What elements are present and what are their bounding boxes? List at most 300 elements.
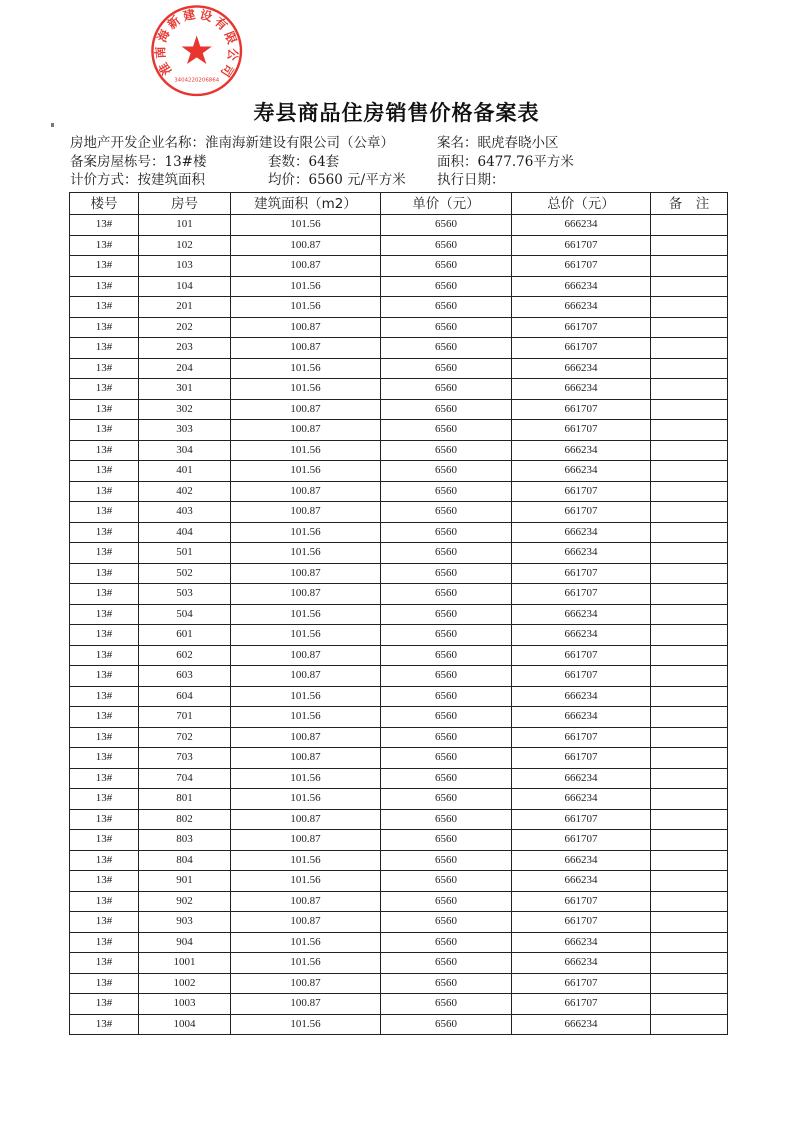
- effective-date-label: 执行日期：: [437, 172, 505, 188]
- cell-room-no: 204: [139, 358, 231, 379]
- page-title: 寿县商品住房销售价格备案表: [253, 101, 540, 125]
- cell-unit-price: 6560: [381, 809, 512, 830]
- cell-room-no: 101: [139, 215, 231, 236]
- cell-floor-area: 100.87: [231, 830, 381, 851]
- cell-total-price: 666234: [512, 379, 651, 400]
- cell-room-no: 102: [139, 235, 231, 256]
- table-row: [70, 440, 728, 461]
- cell-room-no: 603: [139, 666, 231, 687]
- pricing-label: 计价方式：: [70, 172, 138, 188]
- cell-remarks: [651, 522, 728, 543]
- cell-total-price: 666234: [512, 707, 651, 728]
- cell-total-price: 661707: [512, 748, 651, 769]
- cell-room-no: 704: [139, 768, 231, 789]
- table-row: [70, 379, 728, 400]
- cell-building-no: 13#: [70, 789, 139, 810]
- cell-building-no: 13#: [70, 748, 139, 769]
- cell-unit-price: 6560: [381, 215, 512, 236]
- table-row: [70, 235, 728, 256]
- cell-floor-area: 101.56: [231, 440, 381, 461]
- cell-floor-area: 101.56: [231, 871, 381, 892]
- project-label: 案名：: [437, 135, 478, 151]
- cell-remarks: [651, 563, 728, 584]
- table-row: [70, 276, 728, 297]
- table-row: [70, 256, 728, 277]
- cell-room-no: 601: [139, 625, 231, 646]
- cell-remarks: [651, 932, 728, 953]
- table-row: [70, 420, 728, 441]
- cell-remarks: [651, 420, 728, 441]
- svg-text:公: 公: [225, 47, 241, 62]
- header-building-no: 楼号: [70, 193, 139, 215]
- project-value: 眠虎春晓小区: [477, 135, 559, 151]
- cell-total-price: 666234: [512, 789, 651, 810]
- cell-total-price: 661707: [512, 256, 651, 277]
- cell-room-no: 904: [139, 932, 231, 953]
- cell-room-no: 303: [139, 420, 231, 441]
- cell-unit-price: 6560: [381, 604, 512, 625]
- cell-unit-price: 6560: [381, 830, 512, 851]
- cell-building-no: 13#: [70, 871, 139, 892]
- price-table: [69, 192, 728, 1035]
- cell-floor-area: 100.87: [231, 481, 381, 502]
- cell-total-price: 666234: [512, 543, 651, 564]
- cell-floor-area: 101.56: [231, 461, 381, 482]
- cell-remarks: [651, 973, 728, 994]
- cell-room-no: 103: [139, 256, 231, 277]
- cell-floor-area: 100.87: [231, 502, 381, 523]
- table-body: [70, 215, 728, 1035]
- cell-remarks: [651, 379, 728, 400]
- table-row: [70, 830, 728, 851]
- cell-room-no: 202: [139, 317, 231, 338]
- cell-remarks: [651, 830, 728, 851]
- cell-unit-price: 6560: [381, 850, 512, 871]
- cell-room-no: 1004: [139, 1014, 231, 1035]
- cell-total-price: 661707: [512, 399, 651, 420]
- cell-total-price: 666234: [512, 215, 651, 236]
- cell-total-price: 666234: [512, 686, 651, 707]
- cell-building-no: 13#: [70, 297, 139, 318]
- cell-remarks: [651, 584, 728, 605]
- cell-room-no: 1001: [139, 953, 231, 974]
- cell-room-no: 902: [139, 891, 231, 912]
- svg-text:有: 有: [211, 14, 231, 34]
- cell-unit-price: 6560: [381, 461, 512, 482]
- table-row: [70, 481, 728, 502]
- cell-total-price: 661707: [512, 994, 651, 1015]
- cell-building-no: 13#: [70, 461, 139, 482]
- cell-building-no: 13#: [70, 522, 139, 543]
- cell-remarks: [651, 789, 728, 810]
- cell-floor-area: 101.56: [231, 625, 381, 646]
- cell-floor-area: 101.56: [231, 379, 381, 400]
- building-label: 备案房屋栋号：: [70, 154, 165, 170]
- table-row: [70, 871, 728, 892]
- cell-building-no: 13#: [70, 317, 139, 338]
- cell-total-price: 661707: [512, 563, 651, 584]
- cell-remarks: [651, 727, 728, 748]
- cell-room-no: 504: [139, 604, 231, 625]
- cell-total-price: 661707: [512, 666, 651, 687]
- table-row: [70, 727, 728, 748]
- cell-room-no: 404: [139, 522, 231, 543]
- cell-building-no: 13#: [70, 563, 139, 584]
- table-row: [70, 707, 728, 728]
- cell-floor-area: 100.87: [231, 338, 381, 359]
- cell-remarks: [651, 399, 728, 420]
- cell-room-no: 301: [139, 379, 231, 400]
- cell-room-no: 501: [139, 543, 231, 564]
- cell-building-no: 13#: [70, 338, 139, 359]
- cell-remarks: [651, 297, 728, 318]
- cell-floor-area: 101.56: [231, 543, 381, 564]
- cell-remarks: [651, 256, 728, 277]
- cell-room-no: 402: [139, 481, 231, 502]
- cell-unit-price: 6560: [381, 297, 512, 318]
- table-row: [70, 686, 728, 707]
- table-row: [70, 973, 728, 994]
- svg-text:设: 设: [198, 7, 214, 25]
- cell-floor-area: 100.87: [231, 317, 381, 338]
- developer-value: 淮南海新建设有限公司（公章）: [205, 135, 394, 151]
- cell-unit-price: 6560: [381, 871, 512, 892]
- cell-total-price: 661707: [512, 891, 651, 912]
- cell-room-no: 502: [139, 563, 231, 584]
- cell-total-price: 661707: [512, 420, 651, 441]
- cell-floor-area: 101.56: [231, 932, 381, 953]
- svg-text:南: 南: [153, 46, 168, 60]
- cell-building-no: 13#: [70, 276, 139, 297]
- cell-building-no: 13#: [70, 584, 139, 605]
- cell-total-price: 666234: [512, 871, 651, 892]
- cell-floor-area: 101.56: [231, 707, 381, 728]
- effective-date-line: [437, 172, 505, 189]
- cell-room-no: 701: [139, 707, 231, 728]
- cell-total-price: 661707: [512, 809, 651, 830]
- building-value: 13#楼: [164, 154, 207, 170]
- cell-total-price: 661707: [512, 727, 651, 748]
- cell-remarks: [651, 358, 728, 379]
- cell-floor-area: 101.56: [231, 215, 381, 236]
- cell-total-price: 661707: [512, 235, 651, 256]
- cell-total-price: 666234: [512, 461, 651, 482]
- cell-remarks: [651, 276, 728, 297]
- cell-remarks: [651, 891, 728, 912]
- cell-total-price: 666234: [512, 932, 651, 953]
- cell-unit-price: 6560: [381, 256, 512, 277]
- table-row: [70, 215, 728, 236]
- table-row: [70, 297, 728, 318]
- cell-remarks: [651, 953, 728, 974]
- cell-room-no: 104: [139, 276, 231, 297]
- cell-unit-price: 6560: [381, 707, 512, 728]
- cell-unit-price: 6560: [381, 645, 512, 666]
- cell-total-price: 666234: [512, 276, 651, 297]
- cell-remarks: [651, 748, 728, 769]
- cell-unit-price: 6560: [381, 789, 512, 810]
- area-line: [437, 154, 574, 171]
- cell-unit-price: 6560: [381, 748, 512, 769]
- cell-remarks: [651, 1014, 728, 1035]
- cell-room-no: 703: [139, 748, 231, 769]
- cell-room-no: 503: [139, 584, 231, 605]
- cell-floor-area: 100.87: [231, 994, 381, 1015]
- units-label: 套数：: [268, 154, 309, 170]
- table-row: [70, 625, 728, 646]
- developer-line: [70, 135, 394, 152]
- cell-remarks: [651, 604, 728, 625]
- cell-floor-area: 100.87: [231, 973, 381, 994]
- avg-price-line: [268, 172, 406, 189]
- pricing-line: [70, 172, 205, 189]
- cell-unit-price: 6560: [381, 440, 512, 461]
- cell-unit-price: 6560: [381, 1014, 512, 1035]
- cell-floor-area: 101.56: [231, 604, 381, 625]
- cell-floor-area: 100.87: [231, 399, 381, 420]
- cell-room-no: 602: [139, 645, 231, 666]
- cell-building-no: 13#: [70, 502, 139, 523]
- cell-unit-price: 6560: [381, 502, 512, 523]
- units-value: 64套: [308, 154, 340, 170]
- table-row: [70, 317, 728, 338]
- cell-unit-price: 6560: [381, 625, 512, 646]
- table-row: [70, 338, 728, 359]
- area-label: 面积：: [437, 154, 478, 170]
- cell-floor-area: 101.56: [231, 789, 381, 810]
- table-row: [70, 461, 728, 482]
- cell-remarks: [651, 871, 728, 892]
- cell-remarks: [651, 768, 728, 789]
- cell-building-no: 13#: [70, 809, 139, 830]
- table-row: [70, 768, 728, 789]
- cell-building-no: 13#: [70, 543, 139, 564]
- svg-text:建: 建: [181, 7, 197, 24]
- cell-total-price: 661707: [512, 584, 651, 605]
- cell-unit-price: 6560: [381, 522, 512, 543]
- cell-total-price: 661707: [512, 912, 651, 933]
- cell-room-no: 901: [139, 871, 231, 892]
- table-row: [70, 604, 728, 625]
- cell-unit-price: 6560: [381, 235, 512, 256]
- cell-unit-price: 6560: [381, 891, 512, 912]
- cell-unit-price: 6560: [381, 973, 512, 994]
- avg-price-value: 6560 元/平方米: [308, 172, 406, 188]
- cell-room-no: 803: [139, 830, 231, 851]
- cell-total-price: 661707: [512, 481, 651, 502]
- cell-floor-area: 100.87: [231, 912, 381, 933]
- cell-unit-price: 6560: [381, 420, 512, 441]
- cell-remarks: [651, 461, 728, 482]
- cell-building-no: 13#: [70, 768, 139, 789]
- cell-total-price: 666234: [512, 850, 651, 871]
- cell-floor-area: 101.56: [231, 768, 381, 789]
- svg-text:新: 新: [164, 13, 184, 32]
- cell-unit-price: 6560: [381, 994, 512, 1015]
- cell-building-no: 13#: [70, 481, 139, 502]
- svg-text:司: 司: [217, 61, 237, 80]
- cell-room-no: 403: [139, 502, 231, 523]
- cell-remarks: [651, 707, 728, 728]
- cell-total-price: 666234: [512, 953, 651, 974]
- cell-building-no: 13#: [70, 440, 139, 461]
- cell-floor-area: 100.87: [231, 235, 381, 256]
- cell-room-no: 203: [139, 338, 231, 359]
- cell-remarks: [651, 809, 728, 830]
- table-row: [70, 994, 728, 1015]
- cell-floor-area: 100.87: [231, 727, 381, 748]
- cell-room-no: 201: [139, 297, 231, 318]
- cell-room-no: 302: [139, 399, 231, 420]
- cell-floor-area: 101.56: [231, 850, 381, 871]
- cell-floor-area: 100.87: [231, 666, 381, 687]
- cell-floor-area: 101.56: [231, 276, 381, 297]
- cell-building-no: 13#: [70, 358, 139, 379]
- cell-total-price: 666234: [512, 1014, 651, 1035]
- cell-unit-price: 6560: [381, 276, 512, 297]
- cell-total-price: 661707: [512, 645, 651, 666]
- cell-remarks: [651, 215, 728, 236]
- cell-building-no: 13#: [70, 420, 139, 441]
- table-row: [70, 891, 728, 912]
- cell-total-price: 661707: [512, 830, 651, 851]
- cell-floor-area: 100.87: [231, 420, 381, 441]
- cell-building-no: 13#: [70, 973, 139, 994]
- cell-unit-price: 6560: [381, 563, 512, 584]
- cell-room-no: 304: [139, 440, 231, 461]
- cell-building-no: 13#: [70, 1014, 139, 1035]
- cell-building-no: 13#: [70, 850, 139, 871]
- cell-unit-price: 6560: [381, 317, 512, 338]
- cell-floor-area: 100.87: [231, 748, 381, 769]
- cell-building-no: 13#: [70, 707, 139, 728]
- cell-building-no: 13#: [70, 932, 139, 953]
- header-total-price: 总价（元）: [512, 193, 651, 215]
- cell-remarks: [651, 440, 728, 461]
- svg-text:限: 限: [221, 29, 240, 46]
- cell-unit-price: 6560: [381, 358, 512, 379]
- svg-text:3404220206864: 3404220206864: [174, 77, 220, 84]
- cell-remarks: [651, 235, 728, 256]
- cell-building-no: 13#: [70, 686, 139, 707]
- cell-remarks: [651, 686, 728, 707]
- cell-remarks: [651, 645, 728, 666]
- cell-floor-area: 100.87: [231, 584, 381, 605]
- table-row: [70, 809, 728, 830]
- cell-unit-price: 6560: [381, 543, 512, 564]
- cell-unit-price: 6560: [381, 686, 512, 707]
- cell-unit-price: 6560: [381, 932, 512, 953]
- header-room-no: 房号: [139, 193, 231, 215]
- cell-unit-price: 6560: [381, 727, 512, 748]
- seal-star-icon: [182, 36, 212, 65]
- cell-building-no: 13#: [70, 645, 139, 666]
- table-row: [70, 502, 728, 523]
- cell-room-no: 903: [139, 912, 231, 933]
- cell-floor-area: 101.56: [231, 522, 381, 543]
- cell-floor-area: 101.56: [231, 686, 381, 707]
- cell-remarks: [651, 317, 728, 338]
- header-unit-price: 单价（元）: [381, 193, 512, 215]
- cell-total-price: 661707: [512, 338, 651, 359]
- table-row: [70, 399, 728, 420]
- table-row: [70, 358, 728, 379]
- cell-floor-area: 101.56: [231, 1014, 381, 1035]
- cell-floor-area: 100.87: [231, 645, 381, 666]
- header-remarks: 备 注: [651, 193, 728, 215]
- table-row: [70, 932, 728, 953]
- table-row: [70, 522, 728, 543]
- cell-building-no: 13#: [70, 215, 139, 236]
- table-row: [70, 748, 728, 769]
- avg-price-label: 均价：: [268, 172, 309, 188]
- cell-remarks: [651, 912, 728, 933]
- cell-building-no: 13#: [70, 891, 139, 912]
- developer-label: 房地产开发企业名称：: [70, 135, 205, 151]
- cell-room-no: 604: [139, 686, 231, 707]
- area-value: 6477.76平方米: [477, 154, 574, 170]
- cell-total-price: 666234: [512, 297, 651, 318]
- cell-floor-area: 100.87: [231, 809, 381, 830]
- cell-floor-area: 101.56: [231, 297, 381, 318]
- table-row: [70, 1014, 728, 1035]
- cell-unit-price: 6560: [381, 912, 512, 933]
- cell-building-no: 13#: [70, 235, 139, 256]
- table-row: [70, 543, 728, 564]
- company-seal-stamp: [150, 4, 244, 98]
- cell-building-no: 13#: [70, 727, 139, 748]
- cell-unit-price: 6560: [381, 953, 512, 974]
- building-line: [70, 154, 207, 171]
- cell-building-no: 13#: [70, 604, 139, 625]
- table-row: [70, 912, 728, 933]
- cell-total-price: 666234: [512, 625, 651, 646]
- cell-floor-area: 100.87: [231, 256, 381, 277]
- cell-unit-price: 6560: [381, 399, 512, 420]
- cell-unit-price: 6560: [381, 666, 512, 687]
- cell-room-no: 804: [139, 850, 231, 871]
- cell-total-price: 661707: [512, 973, 651, 994]
- cell-unit-price: 6560: [381, 768, 512, 789]
- cell-unit-price: 6560: [381, 481, 512, 502]
- cell-building-no: 13#: [70, 953, 139, 974]
- table-row: [70, 953, 728, 974]
- cell-building-no: 13#: [70, 625, 139, 646]
- cell-building-no: 13#: [70, 399, 139, 420]
- table-row: [70, 563, 728, 584]
- cell-unit-price: 6560: [381, 338, 512, 359]
- cell-remarks: [651, 666, 728, 687]
- cell-room-no: 1003: [139, 994, 231, 1015]
- cell-building-no: 13#: [70, 379, 139, 400]
- cell-remarks: [651, 543, 728, 564]
- cell-floor-area: 101.56: [231, 358, 381, 379]
- cell-building-no: 13#: [70, 666, 139, 687]
- cell-building-no: 13#: [70, 912, 139, 933]
- svg-text:海: 海: [154, 27, 173, 45]
- cell-total-price: 666234: [512, 440, 651, 461]
- table-row: [70, 666, 728, 687]
- table-row: [70, 789, 728, 810]
- cell-room-no: 702: [139, 727, 231, 748]
- cell-remarks: [651, 481, 728, 502]
- pricing-value: 按建筑面积: [137, 172, 205, 188]
- cell-floor-area: 101.56: [231, 953, 381, 974]
- header-floor-area: 建筑面积（m2）: [231, 193, 381, 215]
- cell-remarks: [651, 994, 728, 1015]
- project-line: [437, 135, 559, 152]
- cell-floor-area: 100.87: [231, 563, 381, 584]
